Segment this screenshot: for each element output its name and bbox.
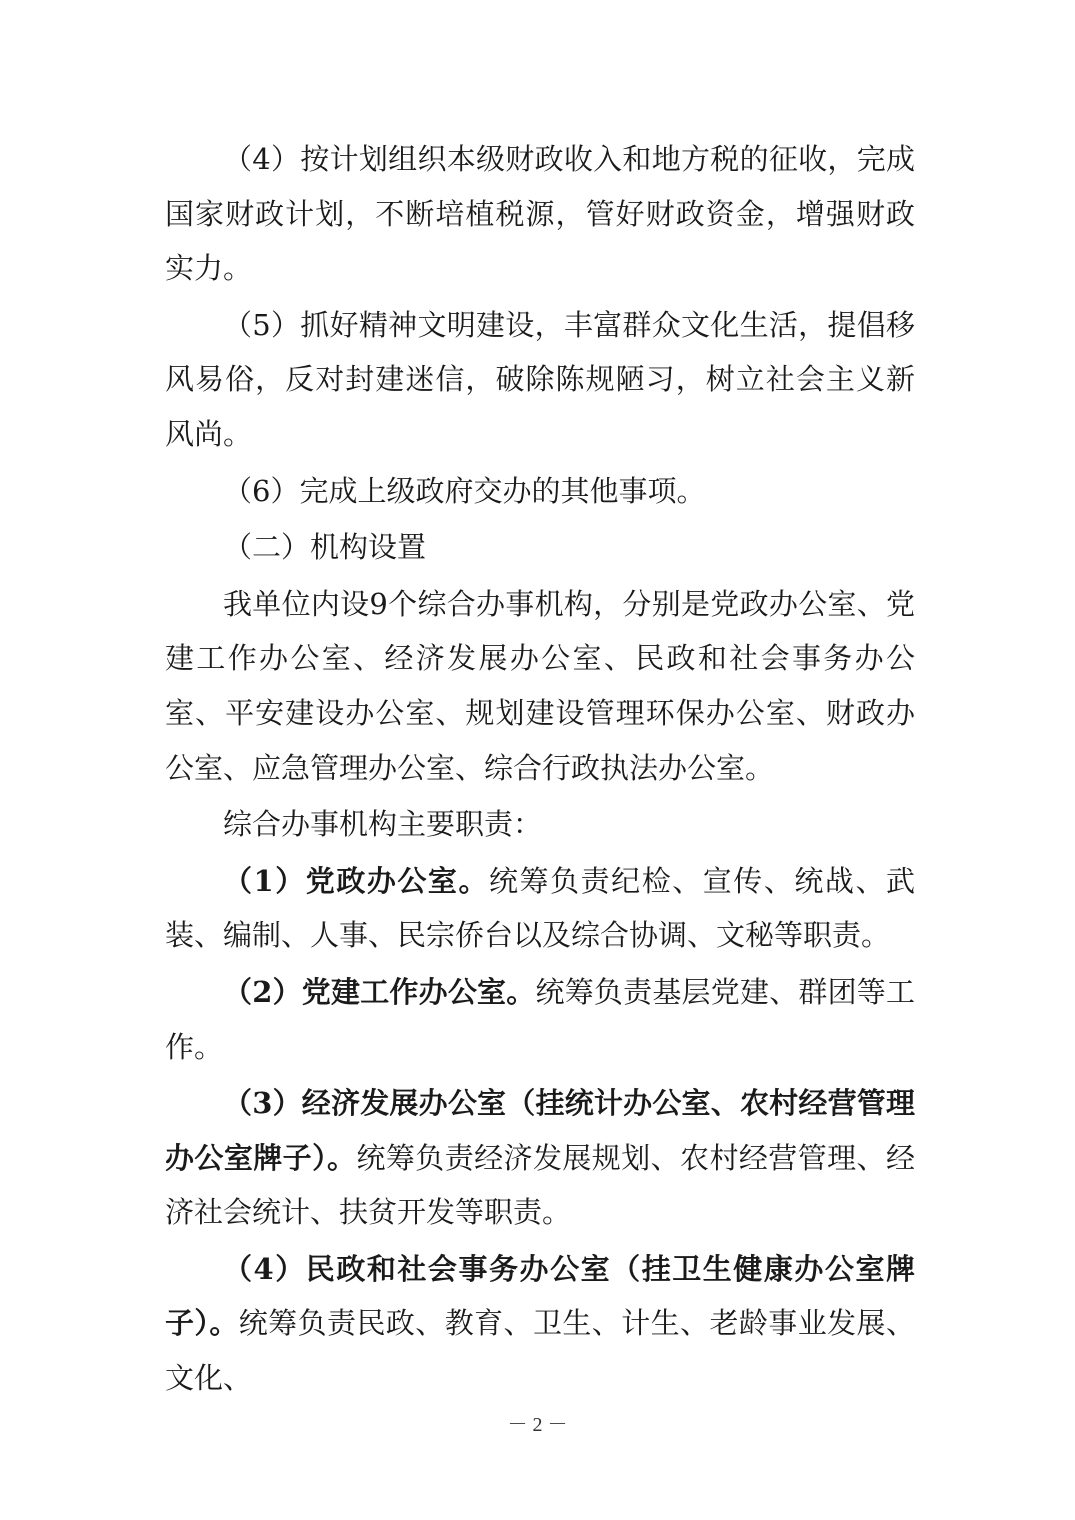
office-title: （1）党政办公室。 <box>223 863 490 898</box>
page-number: － 2 － <box>507 1414 568 1436</box>
office-title: （3）经济发展办公室（挂统计办公室、农村经营管理办公室牌子）。 <box>165 1086 915 1175</box>
paragraph-text: 综合办事机构主要职责： <box>223 807 543 842</box>
office-duties: 统筹负责民政、教育、卫生、计生、老龄事业发展、文化、 <box>165 1306 915 1396</box>
paragraph-office-1 <box>165 854 915 963</box>
paragraph-text: （4）按计划组织本级财政收入和地方税的征收，完成国家财政计划，不断培植税源，管好财政资金，增强财政实力。 <box>165 142 915 286</box>
paragraph-duty-5 <box>165 298 915 462</box>
paragraph-office-2 <box>165 965 915 1074</box>
paragraph-office-3 <box>165 1076 915 1240</box>
paragraph-text: （6）完成上级政府交办的其他事项。 <box>223 473 706 508</box>
office-duties: 统筹负责纪检、宣传、统战、武装、编制、人事、民宗侨台以及综合协调、文秘等职责。 <box>165 863 915 953</box>
office-duties: 统筹负责基层党建、群团等工作。 <box>165 974 915 1064</box>
paragraph-duty-4 <box>165 132 915 296</box>
paragraph-text: 我单位内设9个综合办事机构，分别是党政办公室、党建工作办公室、经济发展办公室、民政和社会事务办公室、平安建设办公室、规划建设管理环保办公室、财政办公室、应急管理办公室、综合行政执法办公室。 <box>165 586 915 785</box>
section-heading-organization <box>165 520 915 575</box>
office-duties: 统筹负责经济发展规划、农村经营管理、经济社会统计、扶贫开发等职责。 <box>165 1140 915 1230</box>
office-title: （2）党建工作办公室。 <box>223 974 536 1009</box>
paragraph-text: （5）抓好精神文明建设，丰富群众文化生活，提倡移风易俗，反对封建迷信，破除陈规陋习，树立社会主义新风尚。 <box>165 307 915 451</box>
paragraph-office-list <box>165 577 915 795</box>
paragraph-duties-intro <box>165 797 915 852</box>
heading-text: （二）机构设置 <box>223 530 427 565</box>
body-text <box>165 132 915 1406</box>
paragraph-office-4 <box>165 1242 915 1406</box>
paragraph-duty-6 <box>165 464 915 519</box>
office-title: （4）民政和社会事务办公室（挂卫生健康办公室牌子）。 <box>165 1251 915 1341</box>
